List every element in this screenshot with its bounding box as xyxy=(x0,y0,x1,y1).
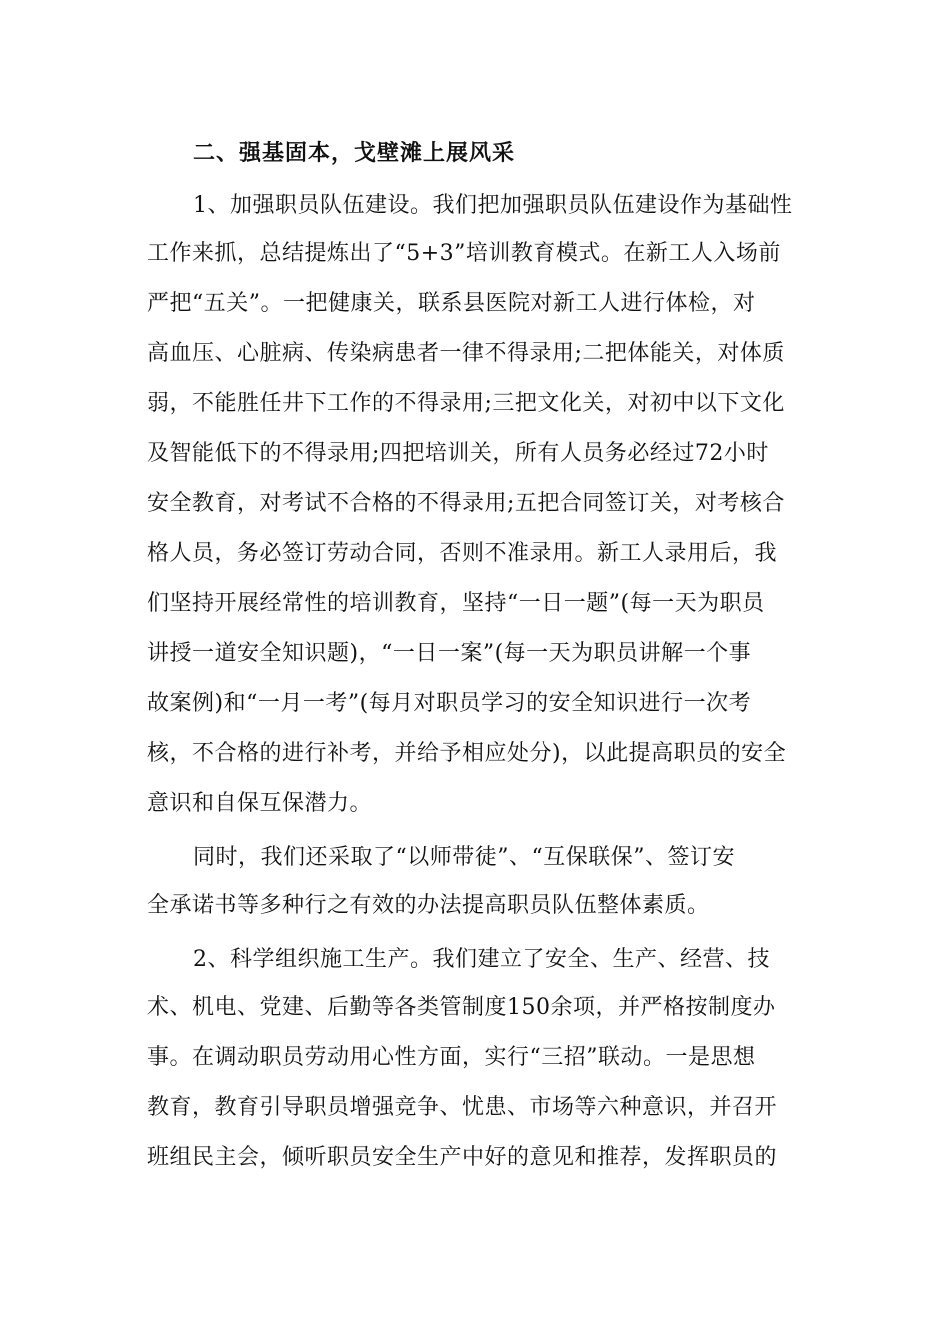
paragraph-1-line-2: 工作来抓，总结提炼出了“5+3”培训教育模式。在新工人入场前 xyxy=(147,241,781,266)
paragraph-1-line-6: 及智能低下的不得录用;四把培训关，所有人员务必经过72小时 xyxy=(147,441,769,466)
paragraph-1-line-7: 安全教育，对考试不合格的不得录用;五把合同签订关，对考核合 xyxy=(147,491,785,516)
paragraph-1-line-1: 1、加强职员队伍建设。我们把加强职员队伍建设作为基础性 xyxy=(193,193,793,218)
paragraph-1-line-3: 严把“五关”。一把健康关，联系县医院对新工人进行体检，对 xyxy=(147,291,756,316)
paragraph-1-line-12: 核，不合格的进行补考，并给予相应处分)，以此提高职员的安全 xyxy=(147,741,787,766)
paragraph-1-line-9: 们坚持开展经常性的培训教育，坚持“一日一题”(每一天为职员 xyxy=(147,591,765,616)
paragraph-1-line-8: 格人员，务必签订劳动合同，否则不准录用。新工人录用后，我 xyxy=(147,541,778,566)
paragraph-1-line-11: 故案例)和“一月一考”(每月对职员学习的安全知识进行一次考 xyxy=(147,691,752,716)
paragraph-1-line-13: 意识和自保互保潜力。 xyxy=(147,791,373,816)
paragraph-3-line-1: 2、科学组织施工生产。我们建立了安全、生产、经营、技 xyxy=(193,947,770,972)
paragraph-1-line-10: 讲授一道安全知识题)，“一日一案”(每一天为职员讲解一个事 xyxy=(147,641,752,666)
paragraph-3-line-4: 教育，教育引导职员增强竞争、忧患、市场等六种意识，并召开 xyxy=(147,1095,778,1120)
paragraph-1-line-5: 弱，不能胜任井下工作的不得录用;三把文化关，对初中以下文化 xyxy=(147,391,785,416)
paragraph-2-line-2: 全承诺书等多种行之有效的办法提高职员队伍整体素质。 xyxy=(147,893,710,918)
paragraph-1-line-4: 高血压、心脏病、传染病患者一律不得录用;二把体能关，对体质 xyxy=(147,341,785,366)
paragraph-3-line-3: 事。在调动职员劳动用心性方面，实行“三招”联动。一是思想 xyxy=(147,1045,756,1070)
paragraph-2-line-1: 同时，我们还采取了“以师带徒”、“互保联保”、签订安 xyxy=(193,845,735,870)
paragraph-3-line-2: 术、机电、党建、后勤等各类管制度150余项，并严格按制度办 xyxy=(147,995,776,1020)
section-heading: 二、强基固本，戈壁滩上展风采 xyxy=(193,140,516,166)
paragraph-3-line-5: 班组民主会，倾听职员安全生产中好的意见和推荐，发挥职员的 xyxy=(147,1145,778,1170)
